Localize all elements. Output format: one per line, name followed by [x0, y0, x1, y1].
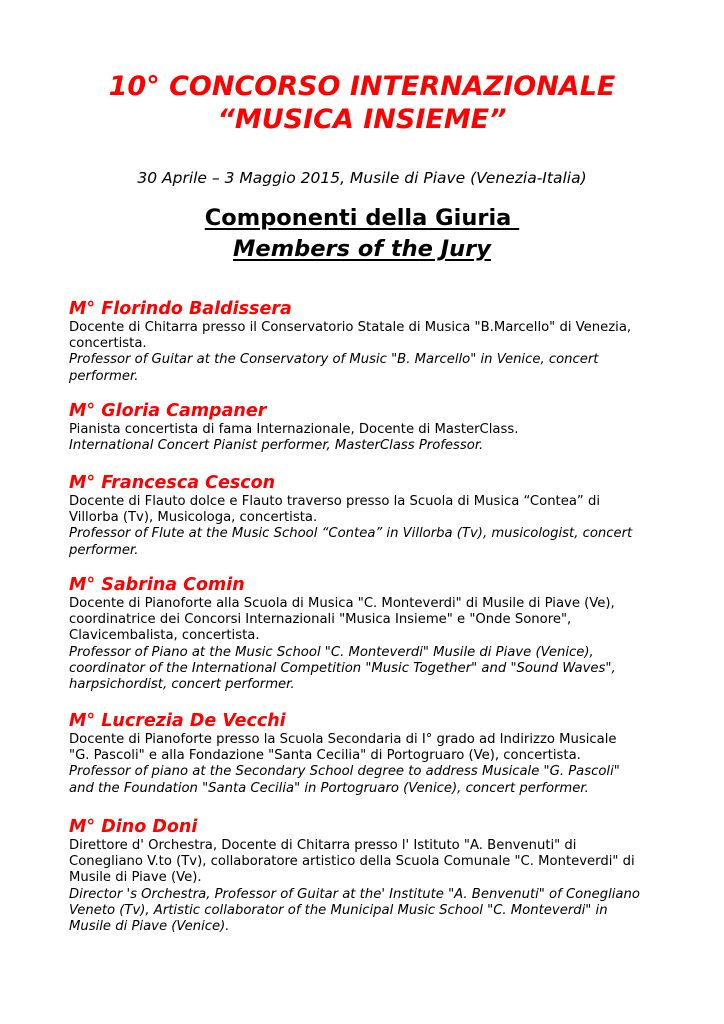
member-bio-english-line: Professor of Guitar at the Conservatory of Music "B. Marcello" in Venice, concert [69, 352, 599, 368]
member-bio-italian-line: Musile di Piave (Ve). [69, 870, 202, 886]
jury-heading-english-text: Members of the Jury [233, 236, 491, 262]
member-name: M° Francesca Cescon [69, 473, 276, 493]
jury-member [69, 400, 669, 454]
member-bio-english-line: coordinator of the International Competition "Music Together" and "Sound Waves", [69, 660, 616, 676]
member-bio-italian-line: Villorba (Tv), Musicologa, concertista. [69, 510, 318, 526]
member-name: M° Dino Doni [69, 817, 198, 837]
document-title-line-2: “MUSICA INSIEME” [217, 104, 507, 135]
member-bio-italian-line: Docente di Pianoforte alla Scuola di Musica "C. Monteverdi" di Musile di Piave (Ve), [69, 596, 615, 611]
member-bio-italian-line: Docente di Pianoforte presso la Scuola Secondaria di I° grado ad Indirizzo Musicale [69, 732, 617, 747]
member-bio-italian-line: coordinatrice dei Concorsi Internazionali "Musica Insieme" e "Onde Sonore", [69, 612, 572, 628]
member-bio-english-line: performer. [69, 368, 139, 384]
member-bio-italian-line: "G. Pascoli" e alla Fondazione "Santa Cecilia" di Portogruaro (Ve), concertista. [69, 748, 581, 764]
member-bio-english-line: Veneto (Tv), Artistic collaborator of the Municipal Music School "C. Monteverdi" in [69, 902, 608, 918]
jury-heading-italian-text: Componenti della Giuria [204, 205, 520, 231]
jury-heading-italian [0, 203, 724, 233]
member-bio-english-line: harpsichordist, concert performer. [69, 677, 295, 693]
member-name: M° Florindo Baldissera [69, 299, 292, 319]
member-bio-english-line: Director 's Orchestra, Professor of Guitar at the' Institute "A. Benvenuti" of Conegliano [69, 886, 640, 902]
member-bio-english-line: performer. [69, 542, 139, 558]
member-bio-italian-line: Direttore d' Orchestra, Docente di Chitarra presso l' Istituto "A. Benvenuti" di [69, 838, 577, 853]
member-bio-english-line: Professor of Piano at the Music School "C. Monteverdi" Musile di Piave (Venice), [69, 644, 594, 660]
jury-member [69, 574, 669, 693]
jury-member [69, 472, 669, 559]
jury-member [69, 298, 669, 385]
member-bio-english-line: and the Foundation "Santa Cecilia" in Portogruaro (Venice), concert performer. [69, 780, 589, 796]
member-bio-italian-line: Docente di Flauto dolce e Flauto traverso presso la Scuola di Musica “Contea” di [69, 494, 600, 509]
member-bio-english-line: International Concert Pianist performer, MasterClass Professor. [69, 438, 484, 454]
jury-member [69, 710, 669, 797]
member-bio-italian-line: Conegliano V.to (Tv), collaboratore artistico della Scuola Comunale "C. Monteverdi" di [69, 854, 635, 870]
member-name: M° Sabrina Comin [69, 575, 245, 595]
member-name: M° Lucrezia De Vecchi [69, 711, 286, 731]
member-name: M° Gloria Campaner [69, 401, 267, 421]
document-title-line-1: 10° CONCORSO INTERNAZIONALE [108, 71, 616, 102]
member-bio-italian-line: Clavicembalista, concertista. [69, 628, 260, 644]
member-bio-english-line: Professor of Flute at the Music School “Contea” in Villorba (Tv), musicologist, concert [69, 526, 633, 542]
member-bio-italian-line: Docente di Chitarra presso il Conservatorio Statale di Musica "B.Marcello" di Venezia, [69, 320, 632, 335]
member-bio-italian-line: concertista. [69, 336, 147, 352]
jury-heading-english [0, 234, 724, 264]
member-bio-italian-line: Pianista concertista di fama Internazionale, Docente di MasterClass. [69, 422, 519, 437]
member-bio-english-line: Professor of piano at the Secondary School degree to address Musicale "G. Pascoli" [69, 764, 620, 780]
member-bio-english-line: Musile di Piave (Venice). [69, 919, 230, 935]
event-date-place: 30 Aprile – 3 Maggio 2015, Musile di Piave (Venezia-Italia) [137, 169, 587, 187]
jury-member [69, 816, 669, 935]
